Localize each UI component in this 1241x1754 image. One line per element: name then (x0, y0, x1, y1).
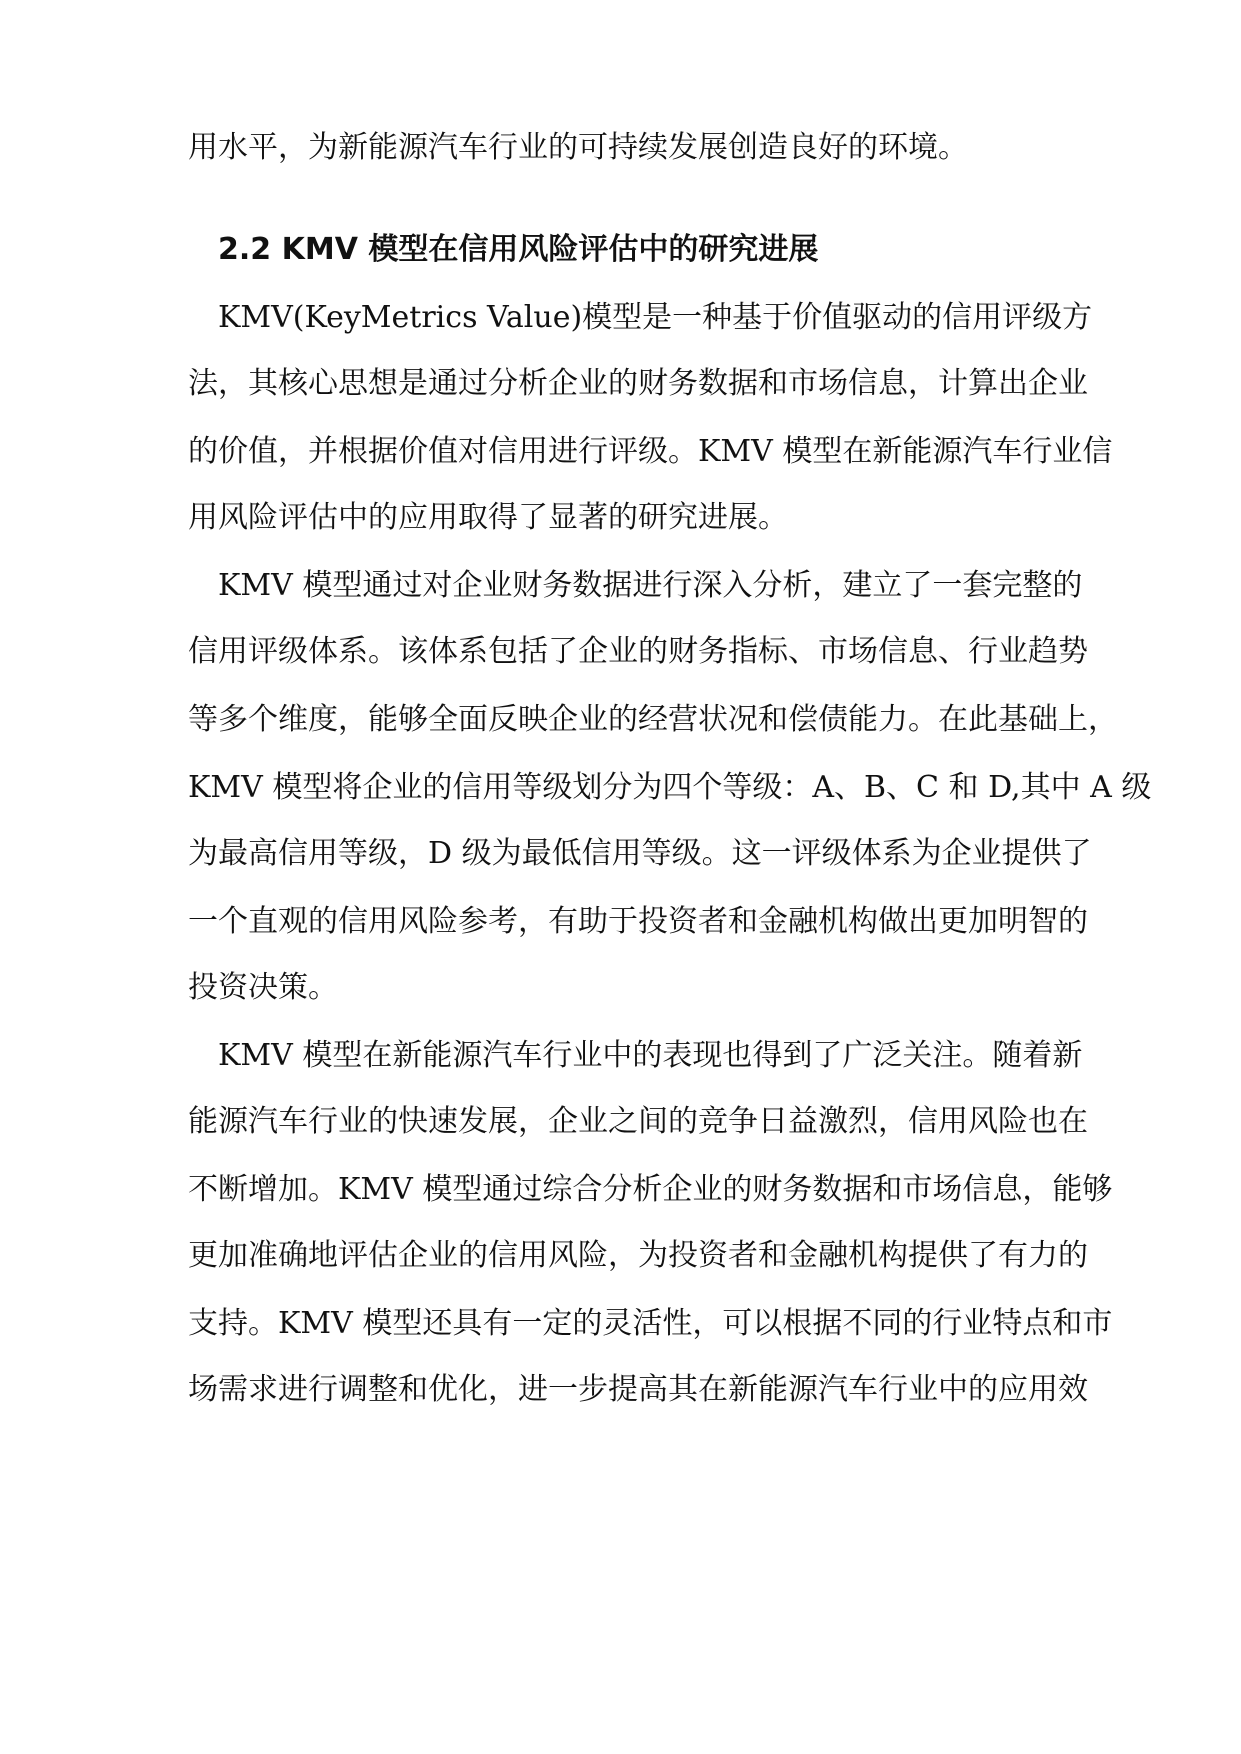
paragraph-line: 用风险评估中的应用取得了显著的研究进展。 (188, 500, 788, 535)
paragraph-line: KMV 模型将企业的信用等级划分为四个等级：A、B、C 和 D,其中 A 级 (188, 770, 1152, 805)
paragraph-line: 投资决策。 (188, 970, 338, 1005)
paragraph-line: 为最高信用等级，D 级为最低信用等级。这一评级体系为企业提供了 (188, 836, 1092, 871)
paragraph-line: 等多个维度，能够全面反映企业的经营状况和偿债能力。在此基础上， (188, 702, 1118, 737)
paragraph-line: 能源汽车行业的快速发展，企业之间的竞争日益激烈，信用风险也在 (188, 1104, 1088, 1139)
paragraph-line: 信用评级体系。该体系包括了企业的财务指标、市场信息、行业趋势 (188, 634, 1088, 669)
paragraph-line: 的价值，并根据价值对信用进行评级。KMV 模型在新能源汽车行业信 (188, 434, 1113, 469)
paragraph-line: 法，其核心思想是通过分析企业的财务数据和市场信息，计算出企业 (188, 366, 1088, 401)
paragraph-line: 更加准确地评估企业的信用风险，为投资者和金融机构提供了有力的 (188, 1238, 1088, 1273)
paragraph-line: 场需求进行调整和优化，进一步提高其在新能源汽车行业中的应用效 (188, 1372, 1088, 1407)
paragraph-line: KMV(KeyMetrics Value)模型是一种基于价值驱动的信用评级方 (218, 300, 1093, 335)
paragraph-line: 支持。KMV 模型还具有一定的灵活性，可以根据不同的行业特点和市 (188, 1306, 1113, 1341)
section-heading: 2.2 KMV 模型在信用风险评估中的研究进展 (218, 232, 819, 267)
text-line: 用水平，为新能源汽车行业的可持续发展创造良好的环境。 (188, 130, 968, 165)
paragraph-line: KMV 模型通过对企业财务数据进行深入分析，建立了一套完整的 (218, 568, 1083, 603)
paragraph-line: KMV 模型在新能源汽车行业中的表现也得到了广泛关注。随着新 (218, 1038, 1083, 1073)
paragraph-line: 不断增加。KMV 模型通过综合分析企业的财务数据和市场信息，能够 (188, 1172, 1113, 1207)
paragraph-line: 一个直观的信用风险参考，有助于投资者和金融机构做出更加明智的 (188, 904, 1088, 939)
